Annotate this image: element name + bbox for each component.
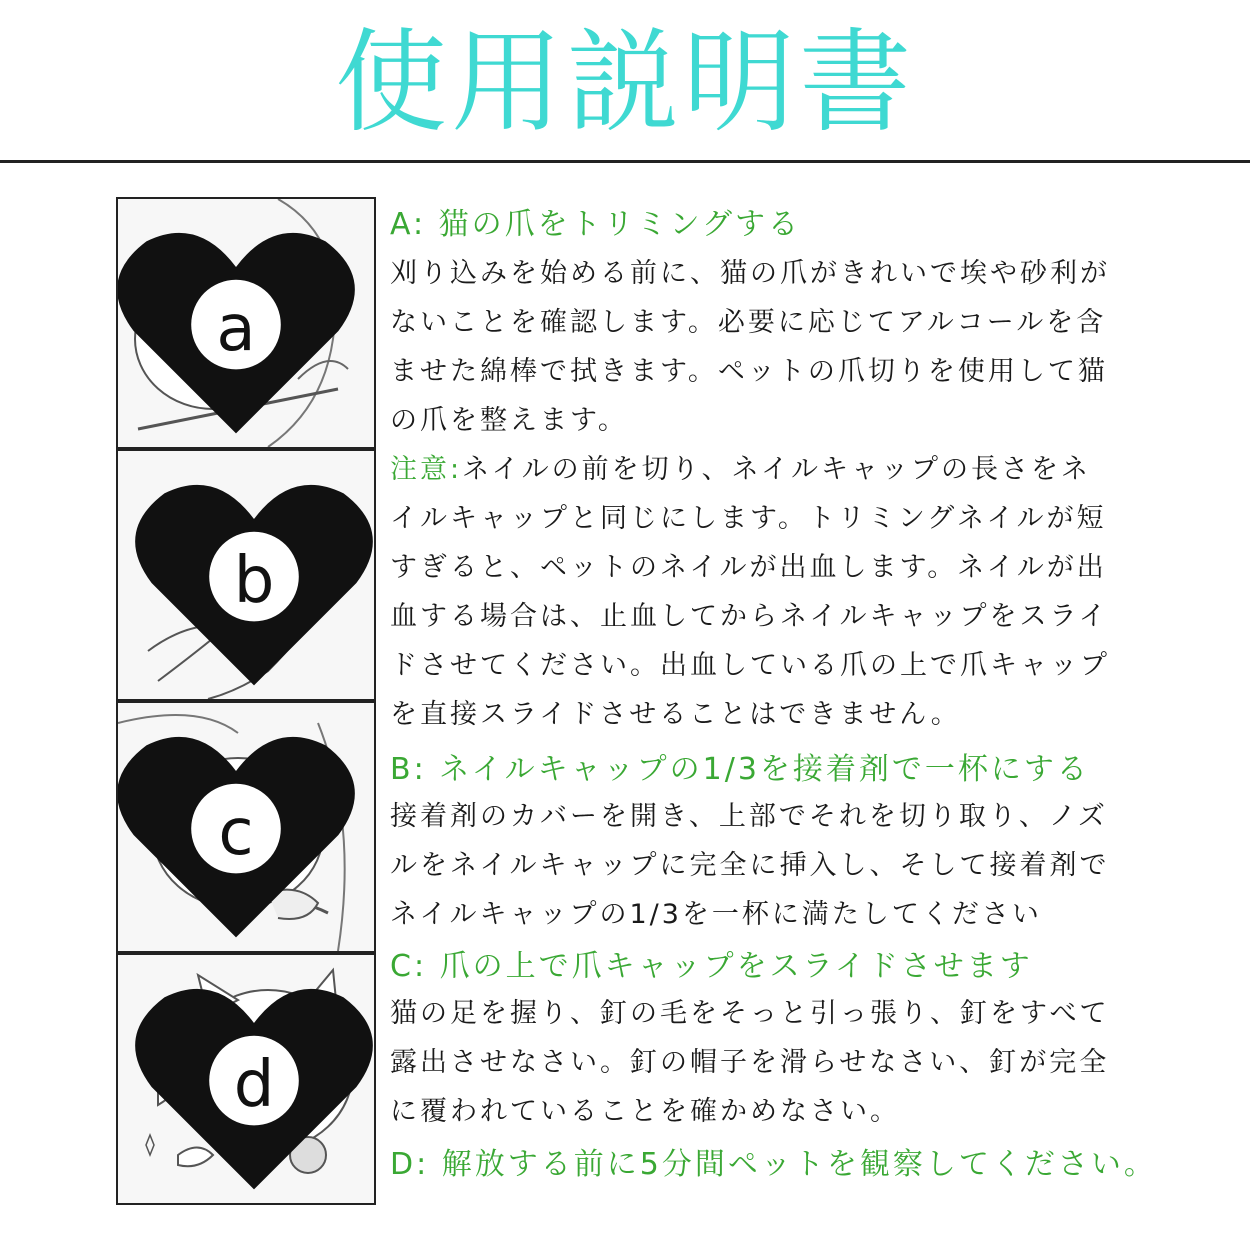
badge-c bbox=[116, 711, 364, 953]
section-d-heading: D: 解放する前に5分間ペットを観察してください。 bbox=[390, 1147, 1157, 1182]
note-text: ネイルの前を切り、ネイルキャップの長さをネ bbox=[462, 454, 1092, 485]
note-line bbox=[390, 450, 1091, 490]
section-c-line: 猫の足を握り、釘の毛をそっと引っ張り、釘をすべて bbox=[390, 998, 1110, 1029]
section-b-line: ネイルキャップの1/3を一杯に満たしてください bbox=[390, 899, 1042, 930]
section-a-heading: A: 猫の爪をトリミングする bbox=[390, 207, 802, 242]
note-line: イルキャップと同じにします。トリミングネイルが短 bbox=[390, 503, 1107, 534]
section-a-line: ませた綿棒で拭きます。ペットの爪切りを使用して猫 bbox=[390, 356, 1108, 387]
illustration-panels bbox=[116, 197, 374, 1207]
badge-a bbox=[116, 207, 364, 449]
page-title: 使用説明書 bbox=[335, 18, 915, 148]
illustration-panel-a bbox=[116, 197, 376, 449]
section-a-line: 刈り込みを始める前に、猫の爪がきれいで埃や砂利が bbox=[390, 258, 1110, 289]
svg-text:c: c bbox=[218, 796, 254, 871]
illustration-panel-c bbox=[116, 701, 376, 953]
section-b-heading: B: ネイルキャップの1/3を接着剤で一杯にする bbox=[390, 752, 1090, 787]
note-line: すぎると、ペットのネイルが出血します。ネイルが出 bbox=[390, 552, 1107, 583]
note-line: を直接スライドさせることはできません。 bbox=[390, 699, 961, 730]
svg-text:a: a bbox=[216, 292, 256, 367]
illustration-panel-d bbox=[116, 953, 376, 1205]
section-c-line: に覆われていることを確かめなさい。 bbox=[390, 1096, 900, 1127]
note-line: ドさせてください。出血している爪の上で爪キャップ bbox=[390, 650, 1110, 681]
section-a-line: の爪を整えます。 bbox=[390, 405, 628, 436]
note-label: 注意: bbox=[390, 454, 463, 485]
note-line: 血する場合は、止血してからネイルキャップをスライ bbox=[390, 601, 1109, 632]
title-divider bbox=[0, 160, 1250, 163]
heart-icon bbox=[126, 459, 376, 701]
illustration-panel-b bbox=[116, 449, 376, 701]
section-c-line: 露出させなさい。釘の帽子を滑らせなさい、釘が完全 bbox=[390, 1047, 1110, 1078]
badge-b bbox=[126, 459, 376, 701]
heart-icon bbox=[116, 207, 364, 449]
svg-text:b: b bbox=[233, 544, 275, 619]
heart-icon bbox=[116, 711, 364, 953]
section-b-line: ルをネイルキャップに完全に挿入し、そして接着剤で bbox=[390, 850, 1110, 881]
section-c-heading: C: 爪の上で爪キャップをスライドさせます bbox=[390, 949, 1033, 984]
badge-d bbox=[126, 963, 376, 1205]
heart-icon bbox=[126, 963, 376, 1205]
section-b-line: 接着剤のカバーを開き、上部でそれを切り取り、ノズ bbox=[390, 801, 1108, 832]
svg-text:d: d bbox=[233, 1048, 275, 1123]
section-a-line: ないことを確認します。必要に応じてアルコールを含 bbox=[390, 307, 1107, 338]
